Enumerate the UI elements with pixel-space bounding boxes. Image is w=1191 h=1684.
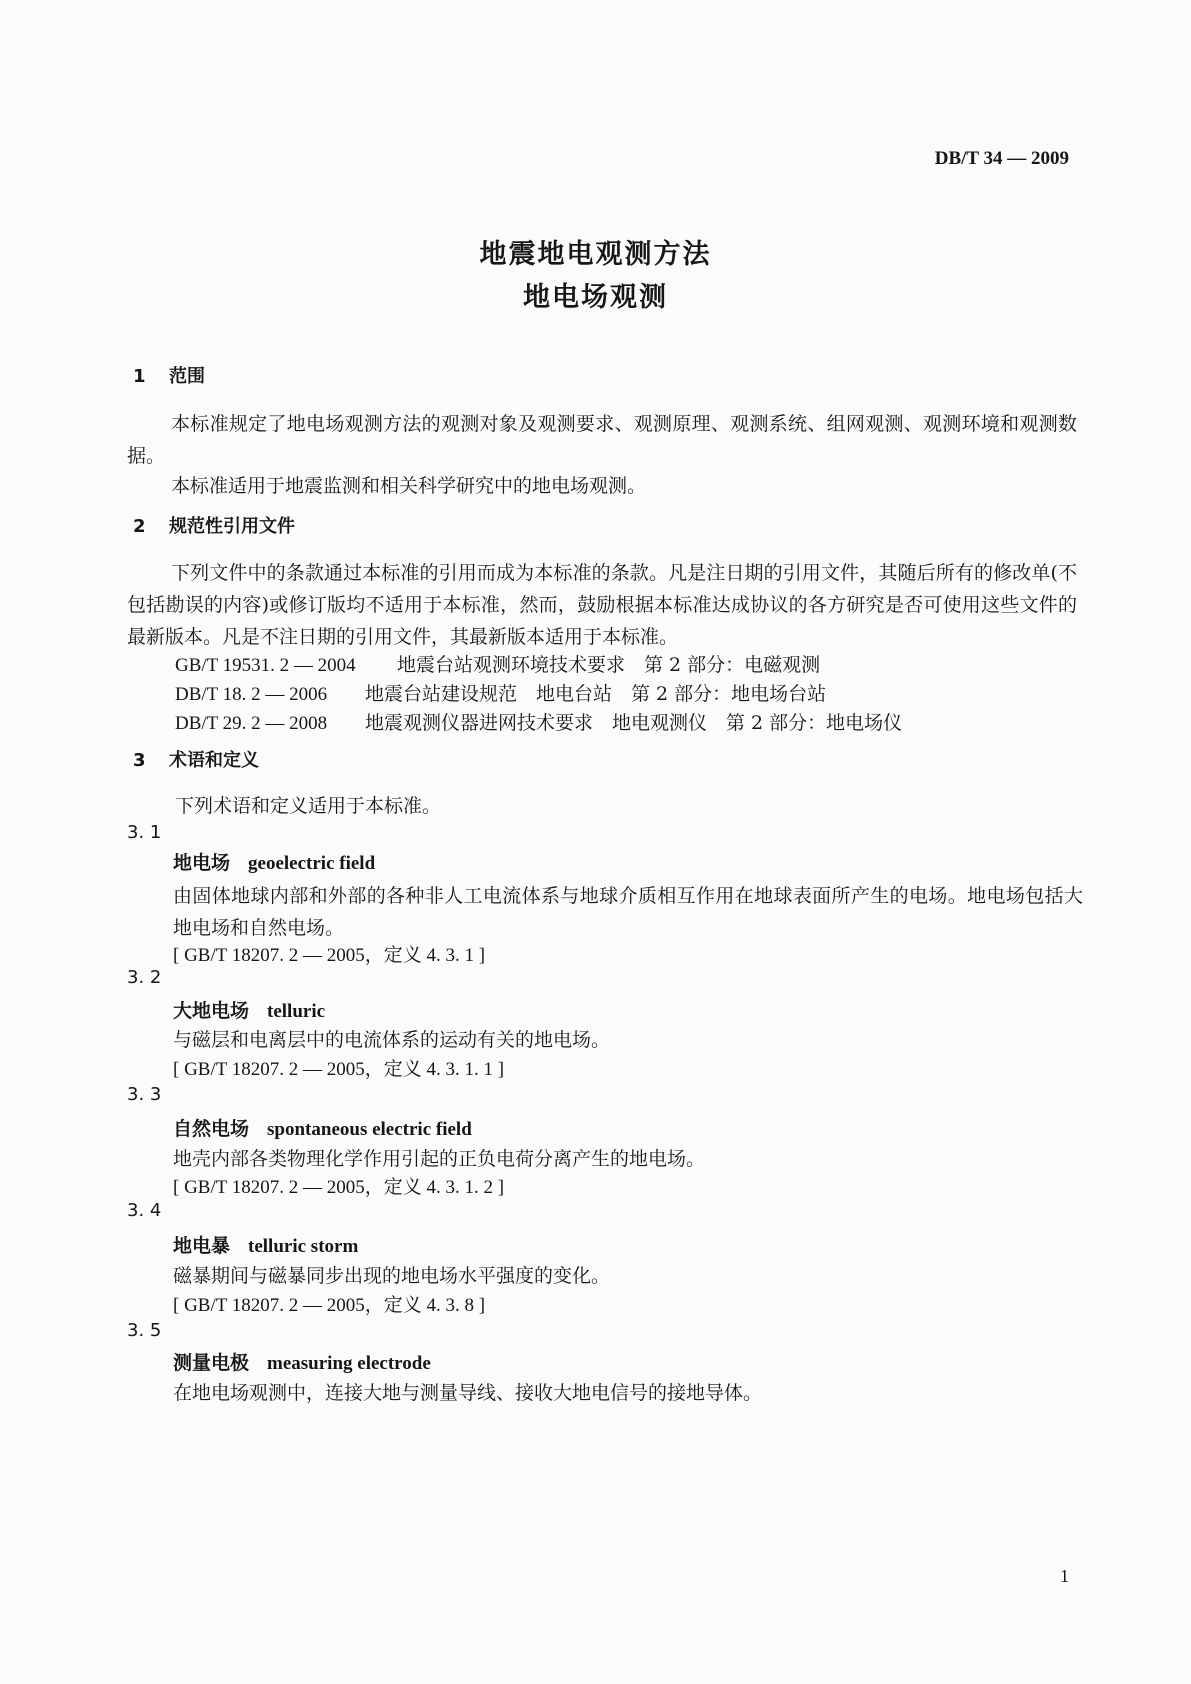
term-heading: [173, 1231, 358, 1258]
term-number: 3. 5: [127, 1320, 162, 1341]
reference-title: 地震观测仪器进网技术要求 地电观测仪 第 2 部分：地电场仪: [365, 712, 903, 734]
section-number: 2: [133, 516, 146, 537]
term-chinese: 地电暴: [173, 1235, 231, 1257]
term-english: geoelectric field: [248, 853, 376, 874]
document-subtitle: 地电场观测: [523, 282, 668, 313]
term-definition: 由固体地球内部和外部的各种非人工电流体系与地球介质相互作用在地球表面所产生的电场。地电场包括大地电场和自然电场。: [173, 885, 1083, 939]
reference-item: [175, 650, 820, 677]
term-heading: [173, 1114, 472, 1141]
section-2-heading: [133, 512, 295, 538]
term-heading: [173, 848, 375, 875]
term-number: 3. 4: [127, 1200, 162, 1221]
reference-title: 地震台站观测环境技术要求 第 2 部分：电磁观测: [397, 654, 821, 676]
term-source-reference: [ GB/T 18207. 2 — 2005，定义 4. 3. 1. 1 ]: [173, 1059, 505, 1080]
scope-paragraph: 本标准规定了地电场观测方法的观测对象及观测要求、观测原理、观测系统、组网观测、观测环境和观测数据。: [127, 413, 1077, 467]
term-definition: 磁暴期间与磁暴同步出现的地电场水平强度的变化。: [173, 1265, 611, 1287]
term-number: 3. 3: [127, 1084, 162, 1105]
term-definition: 地壳内部各类物理化学作用引起的正负电荷分离产生的地电场。: [173, 1148, 706, 1170]
reference-code: GB/T 19531. 2 — 2004: [175, 655, 356, 676]
term-english: telluric storm: [248, 1236, 359, 1257]
term-chinese: 地电场: [173, 852, 231, 874]
term-definition: 在地电场观测中，连接大地与测量导线、接收大地电信号的接地导体。: [173, 1382, 763, 1404]
term-english: spontaneous electric field: [267, 1119, 472, 1140]
term-english: telluric: [267, 1001, 326, 1022]
term-heading: [173, 996, 325, 1023]
term-chinese: 测量电极: [173, 1352, 250, 1374]
section-number: 3: [133, 750, 146, 771]
section-3-heading: [133, 746, 259, 772]
term-definition: 与磁层和电离层中的电流体系的运动有关的地电场。: [173, 1029, 611, 1051]
reference-item: [175, 679, 826, 706]
document-code: DB/T 34 — 2009: [934, 148, 1069, 169]
term-source-reference: [ GB/T 18207. 2 — 2005，定义 4. 3. 1 ]: [173, 945, 486, 966]
scope-applicability-paragraph: 本标准适用于地震监测和相关科学研究中的地电场观测。: [171, 475, 647, 497]
reference-code: DB/T 29. 2 — 2008: [175, 713, 328, 734]
reference-code: DB/T 18. 2 — 2006: [175, 684, 328, 705]
section-number: 1: [133, 366, 146, 387]
term-chinese: 自然电场: [173, 1118, 250, 1140]
term-chinese: 大地电场: [173, 1000, 250, 1022]
page-number: 1: [1060, 1566, 1069, 1586]
reference-title: 地震台站建设规范 地电台站 第 2 部分：地电场台站: [365, 683, 827, 705]
normative-references-paragraph: 下列文件中的条款通过本标准的引用而成为本标准的条款。凡是注日期的引用文件，其随后所有的修改单(不包括勘误的内容)或修订版均不适用于本标准，然而，鼓励根据本标准达成协议的各方研究是否可使用这些文件的最新版本。凡是不注日期的引用文件，其最新版本适用于本标准。: [127, 562, 1077, 648]
section-title: 范围: [169, 366, 205, 387]
section-1-heading: [133, 362, 205, 388]
reference-item: [175, 708, 902, 735]
section-title: 规范性引用文件: [169, 516, 295, 537]
term-english: measuring electrode: [267, 1353, 431, 1374]
document-title: 地震地电观测方法: [479, 239, 712, 270]
term-heading: [173, 1348, 431, 1375]
term-source-reference: [ GB/T 18207. 2 — 2005，定义 4. 3. 8 ]: [173, 1295, 486, 1316]
term-number: 3. 1: [127, 822, 162, 843]
terms-intro: 下列术语和定义适用于本标准。: [175, 795, 442, 817]
section-title: 术语和定义: [169, 750, 259, 771]
term-source-reference: [ GB/T 18207. 2 — 2005，定义 4. 3. 1. 2 ]: [173, 1177, 505, 1198]
term-number: 3. 2: [127, 967, 162, 988]
